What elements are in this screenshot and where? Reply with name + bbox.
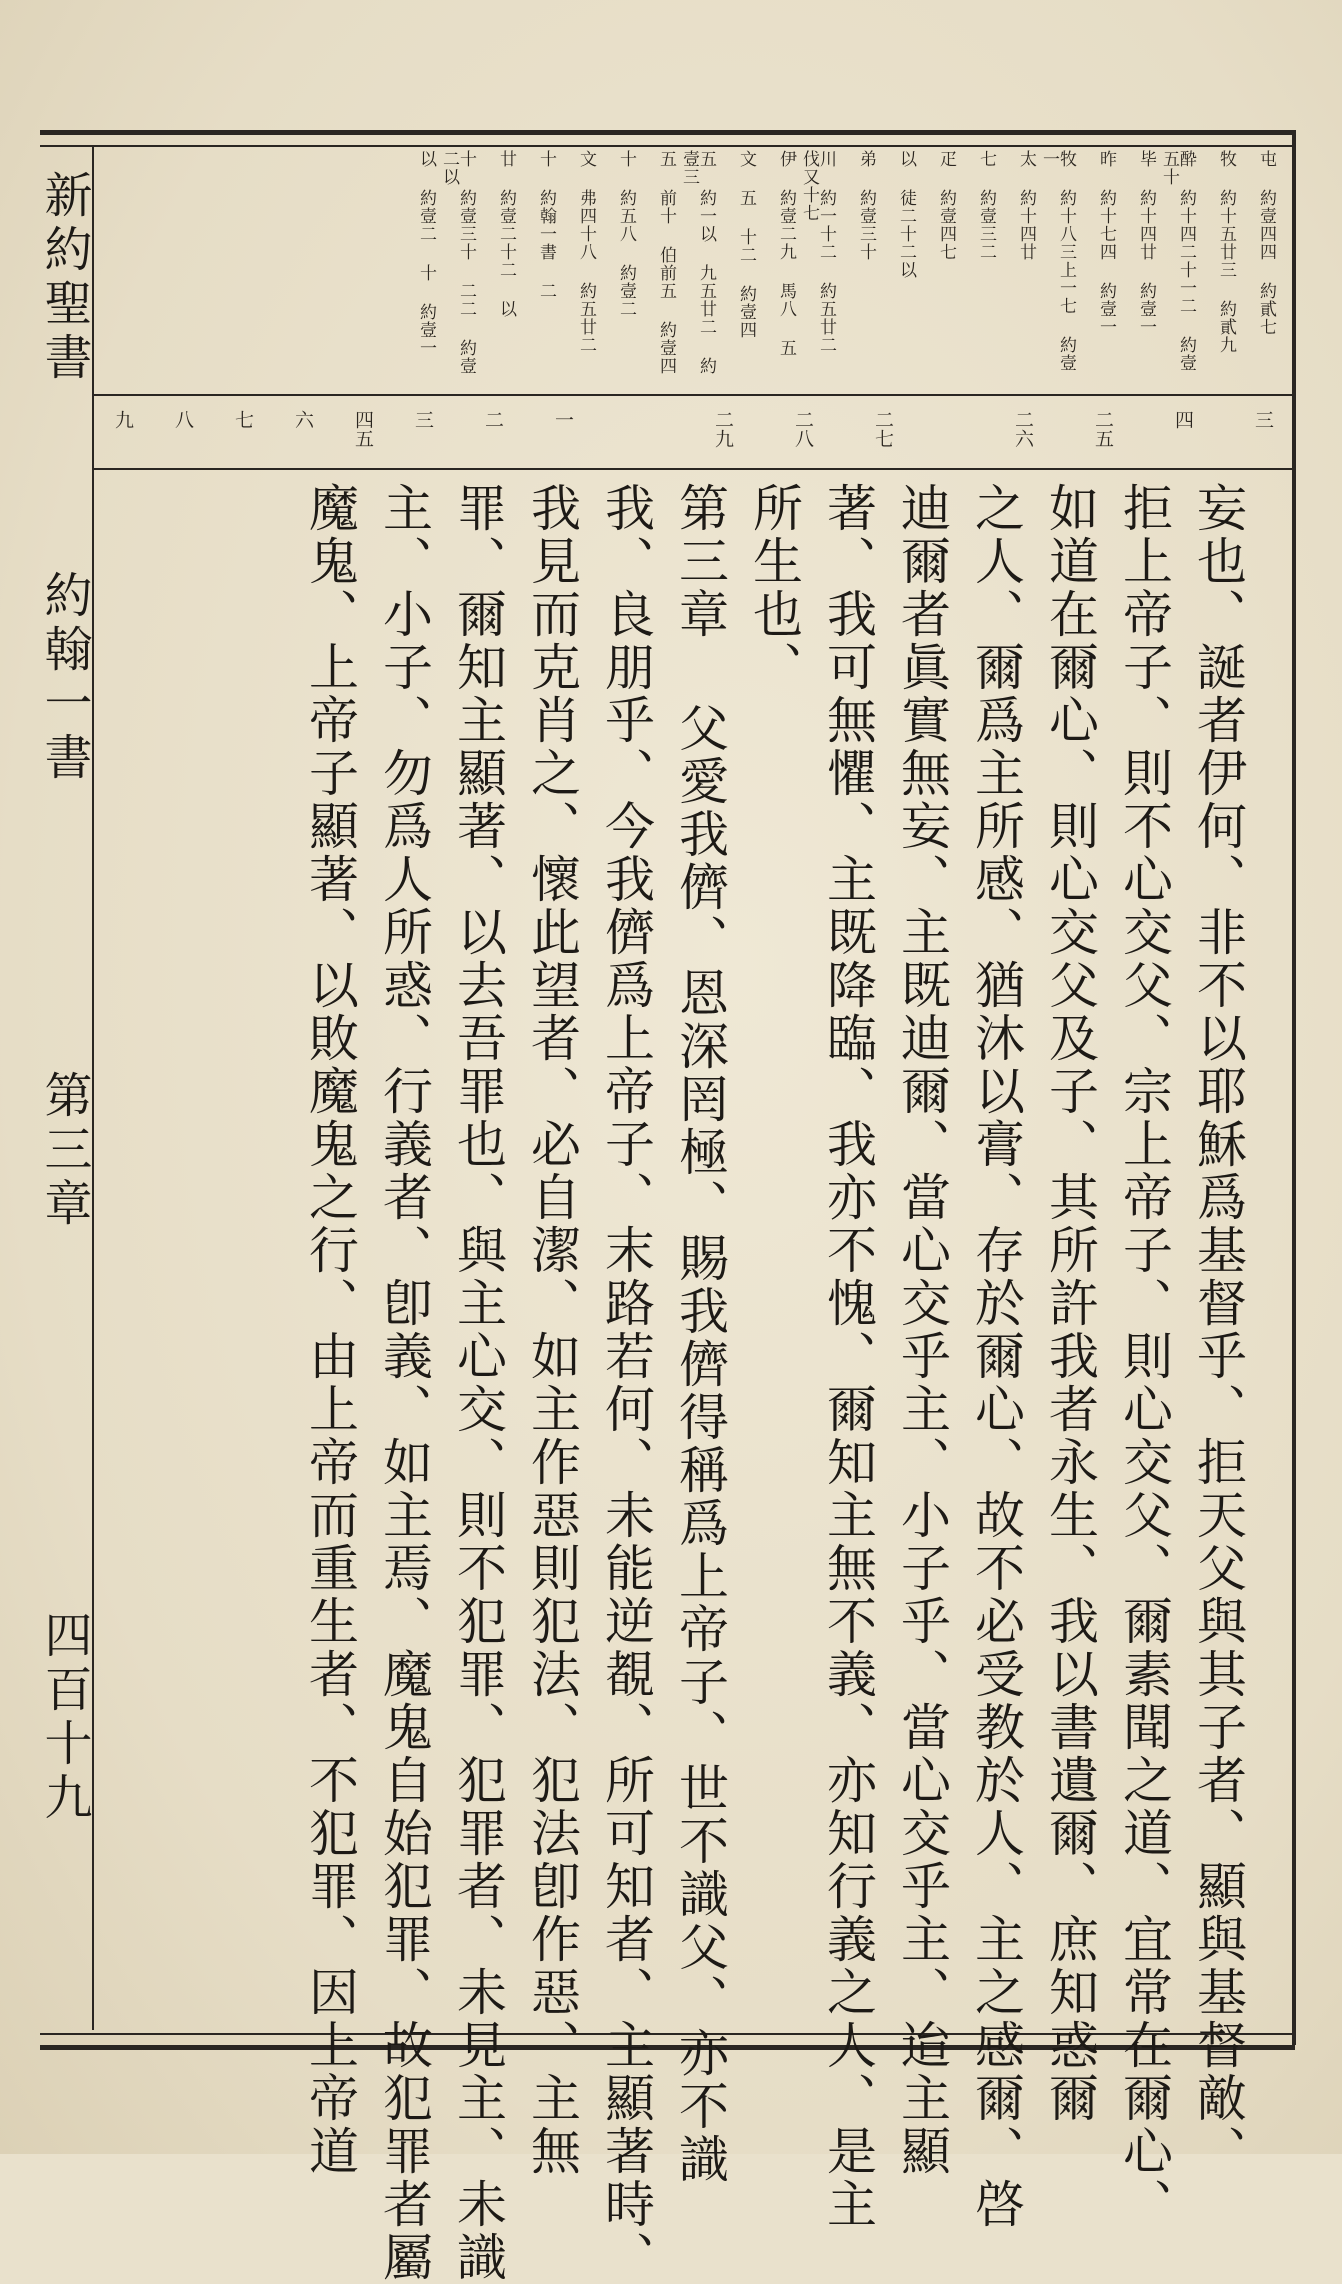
reference-entry: 五 約一以 九五廿二 約壹三 <box>679 150 716 375</box>
reference-entry: 疋 約壹四七 <box>936 150 956 261</box>
book-name: 約翰一書 <box>36 570 92 786</box>
main-text-body <box>128 482 1248 2284</box>
text-column: 之人、爾爲主所感、猶沐以膏、存於爾心、故不必受教於人、主之感爾、啓 <box>967 482 1025 2231</box>
reference-entry: 以 徒二十二以 <box>896 150 916 279</box>
text-column: 拒上帝子、則不心交父、宗上帝子、則心交父、爾素聞之道、宜常在爾心、 <box>1115 482 1173 2231</box>
verse-number: 二八 <box>792 410 814 448</box>
text-column: 我、良朋乎、今我儕爲上帝子、末路若何、未能逆覩、所可知者、主顯著時、 <box>597 482 655 2284</box>
text-column: 主、小子、勿爲人所惑、行義者、卽義、如主焉、魔鬼自始犯罪、故犯罪者屬 <box>375 482 433 2284</box>
text-column: 罪、爾知主顯著、以去吾罪也、與主心交、則不犯罪、犯罪者、未見主、未識 <box>449 482 507 2284</box>
verse-number: 三 <box>412 410 434 429</box>
cross-references <box>96 150 1292 390</box>
verse-number: 四 <box>1172 410 1194 429</box>
chapter-start-column: 第三章 父愛我儕、恩深罔極、賜我儕得稱爲上帝子、世不識父、亦不識 <box>671 482 729 2186</box>
frame-bottom-border <box>40 2033 1295 2050</box>
text-column: 如道在爾心、則心交父及子、其所許我者永生、我以書遺爾、庶知惑爾 <box>1041 482 1099 2125</box>
chapter-label: 第三章 <box>36 1070 92 1232</box>
text-column: 迪爾者眞實無妄、主既迪爾、當心交乎主、小子乎、當心交乎主、迨主顯 <box>893 482 951 2178</box>
verse-number-row <box>96 410 1292 460</box>
reference-entry: 昨 約十七四 約壹一 <box>1096 150 1116 336</box>
verse-number: 九 <box>112 410 134 429</box>
reference-entry: 十 約五八 約壹二 <box>616 150 636 318</box>
verse-number: 四五 <box>352 410 374 448</box>
reference-entry: 十 約翰一書 二 <box>536 150 556 300</box>
reference-entry: 廿 約壹二十二 以 <box>496 150 516 318</box>
verse-number: 二七 <box>872 410 894 448</box>
reference-entry: 伊 約壹二九 馬八 五 <box>776 150 796 357</box>
references-divider <box>94 394 1292 396</box>
page-number: 四百十九 <box>36 1610 92 1826</box>
running-header <box>36 170 92 2030</box>
verse-number: 三 <box>1252 410 1274 429</box>
text-column: 我見而克肖之、懷此望者、必自潔、如主作惡則犯法、犯法卽作惡、主無 <box>523 482 581 2178</box>
reference-entry: 牧 約十五廿三 約貳九 <box>1216 150 1236 354</box>
verse-number: 二五 <box>1092 410 1114 448</box>
reference-entry: 以 約壹二 十 約壹一 <box>416 150 436 357</box>
verse-number: 一 <box>552 410 574 429</box>
reference-entry: 太 約十四廿 <box>1016 150 1036 261</box>
reference-entry: 毕 約十四廿 約壹一 <box>1136 150 1156 336</box>
reference-entry: 牧 約十八三上一七 約壹一 <box>1039 150 1076 372</box>
verse-number: 二 <box>482 410 504 429</box>
verse-numbers-divider <box>94 468 1292 470</box>
text-column: 所生也、 <box>745 482 803 694</box>
frame-right-border <box>1292 130 1296 2045</box>
verse-number: 二九 <box>712 410 734 448</box>
reference-entry: 七 約壹三二 <box>976 150 996 261</box>
book-title: 新約聖書 <box>36 170 92 386</box>
reference-entry: 屯 約壹四四 約貳七 <box>1256 150 1276 336</box>
reference-entry: 五 前十 伯前五 約壹四 <box>656 150 676 375</box>
text-column: 魔鬼、上帝子顯著、以敗魔鬼之行、由上帝而重生者、不犯罪、因上帝道 <box>301 482 359 2178</box>
frame-top-border <box>40 130 1295 147</box>
text-column: 著、我可無懼、主既降臨、我亦不愧、爾知主無不義、亦知行義之人、是主 <box>819 482 877 2231</box>
verse-number: 二六 <box>1012 410 1034 448</box>
reference-entry: 十 約壹三十 二二 約壹二以 <box>439 150 476 375</box>
running-header-divider <box>92 145 94 2030</box>
text-column: 妄也、誕者伊何、非不以耶穌爲基督乎、拒天父與其子者、顯與基督敵、 <box>1189 482 1247 2178</box>
reference-entry: 文 五 十二 約壹四 <box>736 150 756 339</box>
verse-number: 八 <box>172 410 194 429</box>
reference-entry: 文 弗四十八 約五廿二 <box>576 150 596 354</box>
verse-number: 六 <box>292 410 314 429</box>
verse-number: 七 <box>232 410 254 429</box>
reference-entry: 弟 約壹三十 <box>856 150 876 261</box>
reference-entry: 酔 約十四二十一二 約壹五十 <box>1159 150 1196 372</box>
reference-entry: 川 約一十二 約五廿二 伐又十七 <box>799 150 836 354</box>
